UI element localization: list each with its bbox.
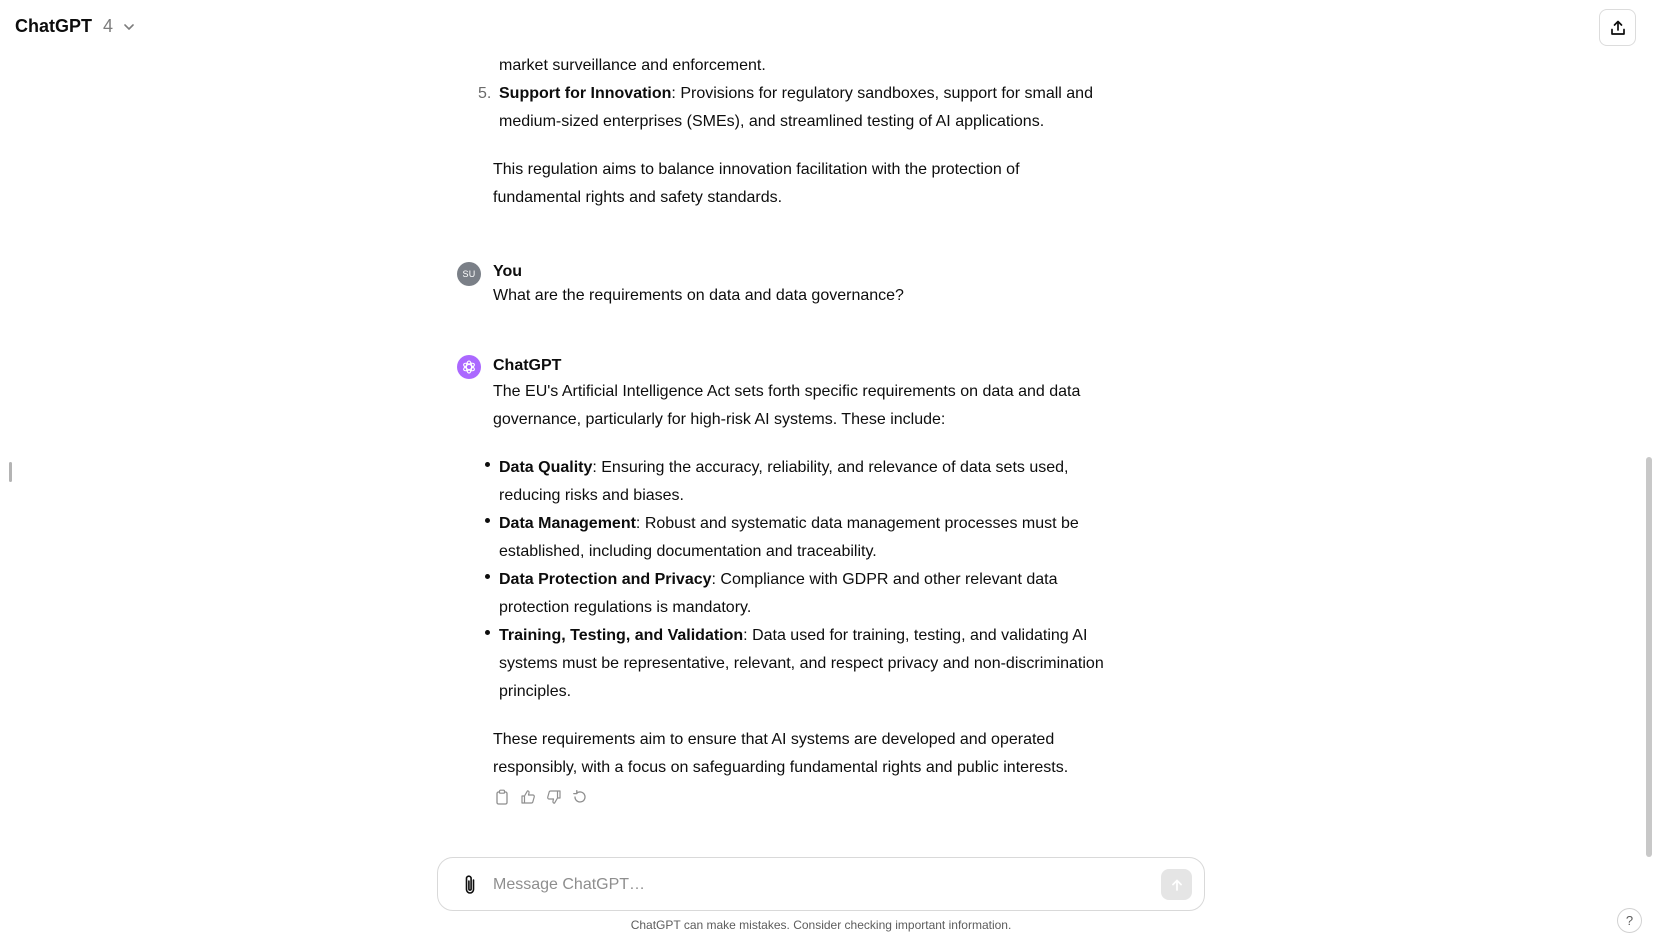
assistant-closing-line2: responsibly, with a focus on safeguarding fundamental rights and public interests.	[493, 759, 1069, 776]
list-item-continuation: reducing risks and biases.	[499, 487, 684, 504]
attach-button[interactable]	[458, 873, 482, 897]
regenerate-button[interactable]	[571, 788, 589, 806]
user-message-text: What are the requirements on data and data governance?	[493, 287, 904, 304]
arrow-up-icon	[1169, 877, 1185, 893]
bullet-dot	[485, 518, 490, 523]
list-item-continuation: systems must be representative, relevant, and respect privacy and non-discrimination	[499, 655, 1104, 672]
bullet-title: Data Management	[499, 515, 636, 532]
user-author-label: You	[493, 263, 523, 280]
message-composer	[437, 857, 1205, 911]
prev-answer-item5-line1	[499, 80, 1093, 108]
paperclip-icon	[463, 874, 477, 896]
prev-answer-tail-line: market surveillance and enforcement.	[499, 57, 766, 74]
prev-answer-closing-line2: fundamental rights and safety standards.	[493, 189, 783, 206]
list-item-continuation: protection regulations is mandatory.	[499, 599, 752, 616]
chatgpt-logo-icon	[457, 355, 481, 379]
bad-response-button[interactable]	[545, 788, 563, 806]
thumbs-up-icon	[520, 789, 536, 805]
bullet-title: Training, Testing, and Validation	[499, 627, 744, 644]
assistant-intro-line1: The EU's Artificial Intelligence Act sets forth specific requirements on data and data	[493, 383, 1081, 400]
assistant-intro-line2: governance, particularly for high-risk AI systems. These include:	[493, 411, 946, 428]
copy-button[interactable]	[493, 788, 511, 806]
user-avatar: SU	[457, 262, 481, 286]
list-item	[499, 454, 1068, 482]
model-name: ChatGPT	[15, 16, 93, 36]
list-item	[499, 622, 1087, 650]
list-item-continuation: principles.	[499, 683, 572, 700]
help-button[interactable]: ?	[1617, 908, 1642, 933]
message-input[interactable]	[493, 872, 1093, 898]
assistant-author-label: ChatGPT	[493, 357, 562, 374]
item5-title: Support for Innovation	[499, 85, 672, 102]
bullet-text: : Compliance with GDPR and other relevant data	[711, 571, 1058, 588]
good-response-button[interactable]	[519, 788, 537, 806]
bullet-title: Data Quality	[499, 459, 593, 476]
bullet-dot	[485, 630, 490, 635]
model-version: 4	[103, 16, 114, 36]
list-item	[499, 566, 1057, 594]
openai-flower-icon	[461, 359, 477, 375]
list-item	[499, 510, 1079, 538]
bullet-text: : Robust and systematic data management processes must be	[635, 515, 1079, 532]
bullet-text: : Ensuring the accuracy, reliability, and relevance of data sets used,	[592, 459, 1069, 476]
thumbs-down-icon	[546, 789, 562, 805]
bullet-dot	[485, 462, 490, 467]
item5-text: : Provisions for regulatory sandboxes, support for small and	[671, 85, 1093, 102]
list-item-continuation: established, including documentation and traceability.	[499, 543, 877, 560]
copy-icon	[495, 789, 509, 805]
assistant-closing-line1: These requirements aim to ensure that AI systems are developed and operated	[493, 731, 1055, 748]
regenerate-icon	[572, 789, 588, 805]
bullet-dot	[485, 574, 490, 579]
prev-answer-closing-line1: This regulation aims to balance innovation facilitation with the protection of	[493, 161, 1020, 178]
bullet-text: : Data used for training, testing, and validating AI	[743, 627, 1088, 644]
send-button[interactable]	[1161, 869, 1192, 900]
message-actions	[493, 788, 589, 806]
list-number: 5.	[478, 85, 492, 102]
prev-answer-item5-line2: medium-sized enterprises (SMEs), and streamlined testing of AI applications.	[499, 113, 1045, 130]
bullet-title: Data Protection and Privacy	[499, 571, 712, 588]
disclaimer-text: ChatGPT can make mistakes. Consider checking important information.	[630, 918, 1012, 932]
